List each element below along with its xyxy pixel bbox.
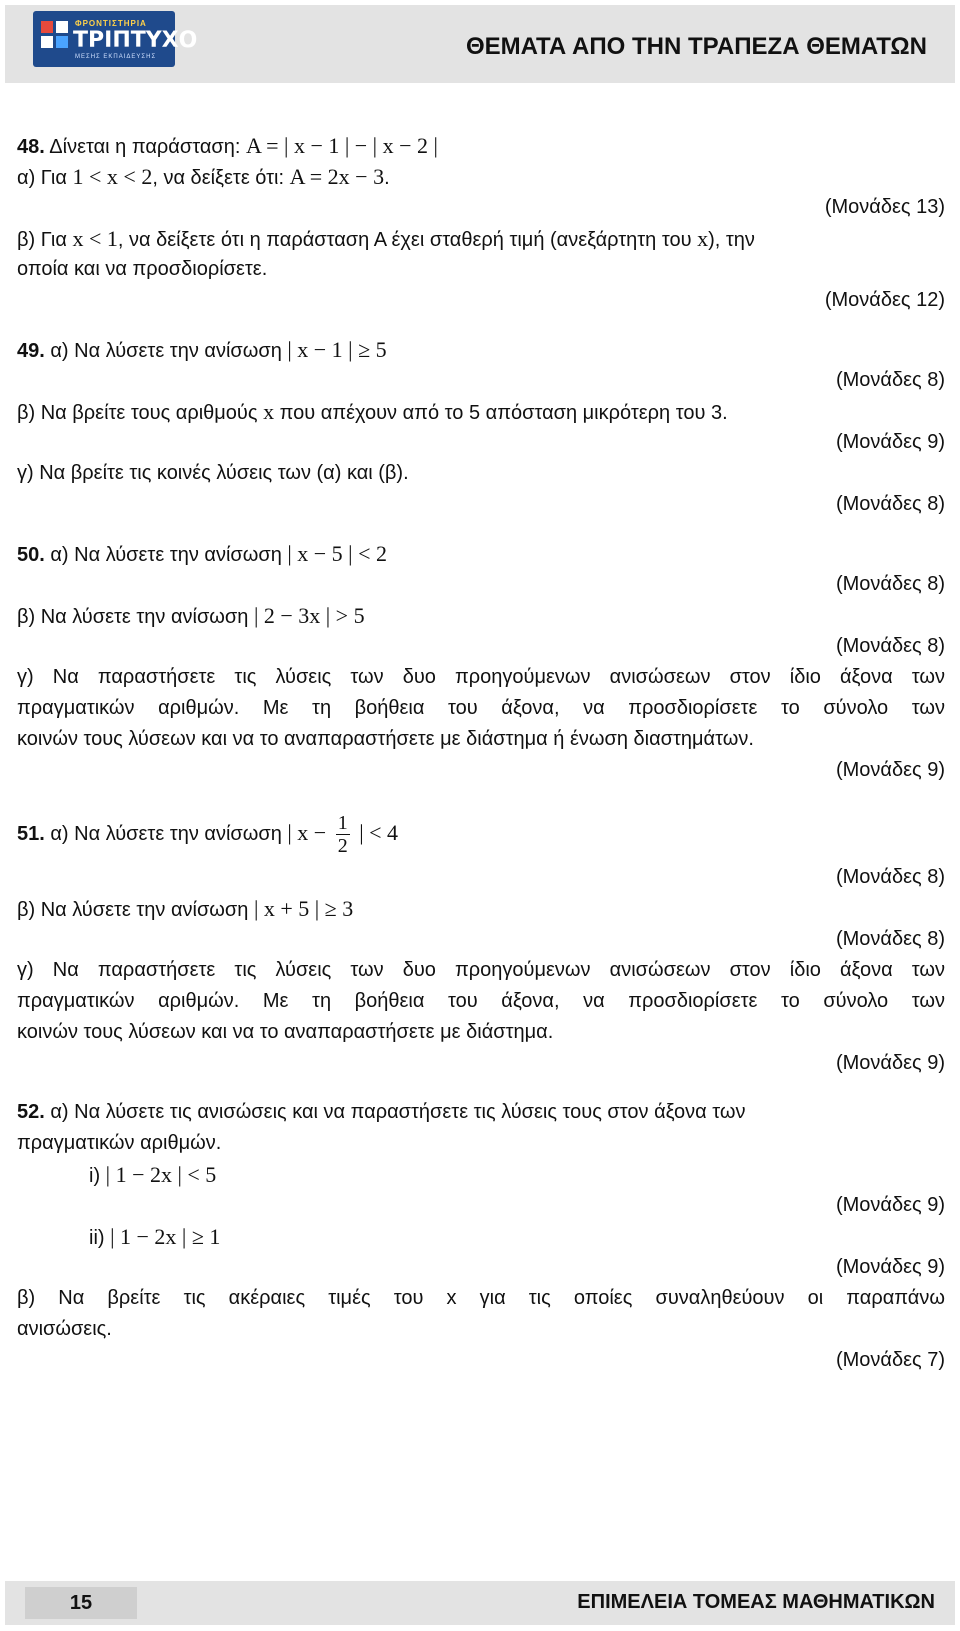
points-label: (Μονάδες 9) (835, 1052, 945, 1074)
fraction-denominator: 2 (337, 835, 348, 858)
math-expression: | 1 − 2x | < 5 (105, 1162, 217, 1187)
problem-50-part-a (17, 538, 945, 569)
points-label: (Μονάδες 8) (835, 866, 945, 888)
page-title: ΘΕΜΑΤΑ ΑΠΟ ΤΗΝ ΤΡΑΠΕΖΑ ΘΕΜΑΤΩΝ (465, 33, 927, 60)
logo-sub-text: ΜΕΣΗΣ ΕΚΠΑΙΔΕΥΣΗΣ (75, 54, 157, 60)
problem-51-part-b (17, 893, 945, 924)
points-label: (Μονάδες 13) (824, 196, 945, 218)
problem-49-part-c: γ) Να βρείτε τις κοινές λύσεις των (α) και (β). (17, 462, 409, 484)
part-text: β) Να λύσετε την ανίσωση (17, 606, 254, 628)
math-fraction (336, 812, 350, 857)
part-text: . (384, 167, 390, 189)
math-expression: 1 < x < 2 (72, 164, 153, 189)
problem-text: Δίνεται η παράσταση: (44, 136, 246, 158)
math-expression: | x − 1 | ≥ 5 (287, 337, 387, 362)
points-label: (Μονάδες 8) (835, 493, 945, 515)
points-label: (Μονάδες 8) (835, 928, 945, 950)
fraction-numerator: 1 (337, 812, 348, 835)
points-label: (Μονάδες 9) (835, 759, 945, 781)
part-text: κοινών τους λύσεων και να το αναπαραστήσετε με διάστημα. (17, 1021, 554, 1043)
part-text: ), την (708, 229, 755, 251)
points-label: (Μονάδες 8) (835, 369, 945, 391)
points-label: (Μονάδες 9) (835, 1194, 945, 1216)
part-text: κοινών τους λύσεων και να το αναπαραστήσετε με διάστημα ή ένωση διαστημάτων. (17, 728, 754, 750)
points-label: (Μονάδες 7) (835, 1349, 945, 1371)
problem-52-item-i (17, 1159, 945, 1190)
problem-48-intro (17, 130, 945, 161)
part-text: , να δείξετε ότι: (152, 167, 290, 189)
logo (33, 11, 198, 67)
footer-text: ΕΠΙΜΕΛΕΙΑ ΤΟΜΕΑΣ ΜΑΘΗΜΑΤΙΚΩΝ (577, 1591, 935, 1613)
item-label: ii) (89, 1227, 111, 1249)
problem-48-part-b (17, 223, 945, 254)
part-text: α) Να λύσετε την ανίσωση (44, 340, 288, 362)
problem-51-part-a (17, 804, 945, 862)
points-label: (Μονάδες 9) (835, 431, 945, 453)
part-text: , να δείξετε ότι η παράσταση Α έχει σταθερή τιμή (ανεξάρτητη του (117, 229, 698, 251)
part-text: που απέχουν από το 5 απόσταση μικρότερη του 3. (274, 402, 728, 424)
logo-top-text: ΦΡΟΝΤΙΣΤΗΡΙΑ (75, 19, 147, 28)
problem-number: 49. (17, 340, 45, 362)
logo-mark-icon (41, 21, 69, 49)
page-header (5, 5, 955, 83)
part-text: β) Να λύσετε την ανίσωση (17, 899, 254, 921)
math-expression: | x − (287, 820, 332, 845)
problem-52-part-b: β) Να βρείτε τις ακέραιες τιμές του x για τις οποίες συναληθεύουν οι παραπάνω (17, 1287, 945, 1309)
math-variable: x (697, 226, 709, 251)
points-label: (Μονάδες 8) (835, 635, 945, 657)
points-label: (Μονάδες 8) (835, 573, 945, 595)
problem-48-part-a (17, 161, 945, 192)
problem-52-part-a (17, 1097, 945, 1128)
problem-51-part-c: γ) Να παραστήσετε τις λύσεις των δυο προηγούμενων ανισώσεων στον ίδιο άξονα των (17, 959, 945, 981)
logo-main-text: ΤΡΙΠΤΥΧΟ (73, 28, 198, 53)
part-text: α) Να λύσετε την ανίσωση (44, 544, 288, 566)
problem-number: 50. (17, 544, 45, 566)
problem-number: 52. (17, 1101, 45, 1123)
problem-49-part-a (17, 334, 945, 365)
problem-49-part-b (17, 396, 945, 427)
points-label: (Μονάδες 9) (835, 1256, 945, 1278)
math-expression: Α = | x − 1 | − | x − 2 | (245, 133, 438, 158)
part-text: α) Να λύσετε τις ανισώσεις και να παραστήσετε τις λύσεις τους στον άξονα των (44, 1101, 746, 1123)
problem-50-part-b (17, 600, 945, 631)
math-expression: | < 4 (353, 820, 398, 845)
part-text: α) Να λύσετε την ανίσωση (44, 823, 288, 845)
math-expression: | 1 − 2x | ≥ 1 (110, 1224, 221, 1249)
math-expression: x < 1 (72, 226, 118, 251)
math-expression: | x + 5 | ≥ 3 (253, 896, 354, 921)
document-body (17, 130, 945, 1376)
math-variable: x (263, 399, 275, 424)
math-expression: | x − 5 | < 2 (287, 541, 387, 566)
problem-number: 51. (17, 823, 45, 845)
problem-52-item-ii (17, 1221, 945, 1252)
part-text: α) Για (17, 167, 73, 189)
page-number: 15 (25, 1587, 137, 1619)
part-text: β) Για (17, 229, 73, 251)
part-text: β) Να βρείτε τους αριθμούς (17, 402, 264, 424)
problem-50-part-c: γ) Να παραστήσετε τις λύσεις των δυο προηγούμενων ανισώσεων στον ίδιο άξονα των (17, 666, 945, 688)
part-text: οποία και να προσδιορίσετε. (17, 258, 268, 280)
part-text: ανισώσεις. (17, 1318, 112, 1340)
item-label: i) (89, 1165, 106, 1187)
math-expression: Α = 2x − 3 (289, 164, 385, 189)
page-footer (5, 1581, 955, 1625)
math-expression: | 2 − 3x | > 5 (253, 603, 365, 628)
part-text: πραγματικών αριθμών. Με τη βοήθεια του άξονα, να προσδιορίσετε το σύνολο των (17, 990, 945, 1012)
points-label: (Μονάδες 12) (824, 289, 945, 311)
part-text: πραγματικών αριθμών. (17, 1132, 222, 1154)
part-text: πραγματικών αριθμών. Με τη βοήθεια του άξονα, να προσδιορίσετε το σύνολο των (17, 697, 945, 719)
problem-number: 48. (17, 136, 45, 158)
